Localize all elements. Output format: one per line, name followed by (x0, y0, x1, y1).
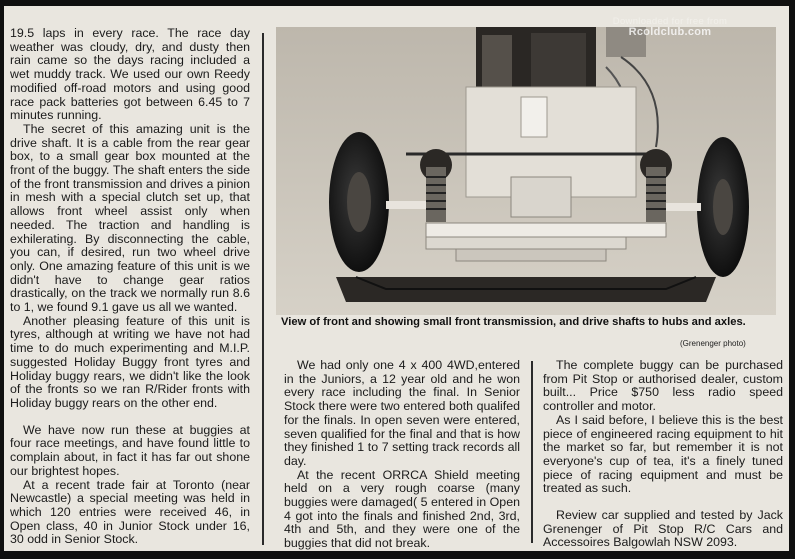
paragraph: We had only one 4 x 400 4WD,entered in the Juniors, a 12 year old and he won every race including the final. In Senior Stock there were two entered both qualifed for the finals. In open seven were entered, seven qualified for the final and that is how they finished 1 to 7 setting track records all day. (284, 358, 520, 468)
scan-border-bottom (0, 551, 795, 559)
article-column-1 (10, 27, 250, 547)
column-divider (531, 361, 533, 543)
buggy-photo (276, 27, 776, 315)
column-divider (262, 33, 264, 545)
scan-border-right (789, 0, 795, 559)
paragraph: At a recent trade fair at Toronto (near Newcastle) a special meeting was held in which 120 entries were received 46, in Open class, 40 in Junior Stock under 16, 30 odd in Senior Stock. (10, 477, 250, 547)
scan-border-top (0, 0, 795, 6)
paragraph: We have now run these at buggies at four race meetings, and have found little to complain about, in fact it has far out shone our brightest hopes. (10, 422, 250, 478)
paragraph: As I said before, I believe this is the best piece of engineered racing equipment to hit the market so far, but remember it is not everyone's cup of tea, it's a finely tuned piece of racing equipment and must be treated as such. (543, 412, 783, 496)
paragraph: 19.5 laps in every race. The race day weather was cloudy, dry, and dusty then rain came so the days racing included a wet muddy track. We used our own Reedy modified off-road motors and using good race pack batteries got between 6.45 to 7 minutes running. (10, 26, 250, 123)
article-column-2 (284, 359, 520, 551)
photo-credit: (Grenenger photo) (680, 339, 746, 348)
paragraph: The secret of this amazing unit is the drive shaft. It is a cable from the rear gear box, to a small gear box mounted at the front of the buggy. The shaft enters the side of the front transmission and drives a pinion in mesh with a special clutch set up, that allows front wheel assist only when needed. The traction and handling is exhilerating. By disconnecting the cable, you can, if desired, run two wheel drive only. One amazing feature of this unit is we didn't have to change gear ratios drastically, on the track we normally run 8.6 to 1, we found 9.1 gave us all we wanted. (10, 121, 250, 315)
paragraph: Review car supplied and tested by Jack Grenenger of Pit Stop R/C Cars and Accessoires Balgowlah NSW 2093. (543, 508, 783, 550)
paragraph: The complete buggy can be purchased from Pit Stop or authorised dealer, custom built... Price $750 less radio speed controller and motor. (543, 358, 783, 414)
paragraph: Another pleasing feature of this unit is tyres, although at writing we have not had time to do much experimenting and M.I.P. suggested Holiday Buggy front tyres and Holiday buggy rears, we didn't like the look of the fronts so we ran R/Rider fronts with Holiday buggy rears on the other end. (10, 313, 250, 410)
watermark-line: Downloaded for free from (612, 16, 728, 27)
paragraph: At the recent ORRCA Shield meeting held on a very rough coarse (many buggies were damaged( 5 entered in Open 4 got into the finals and finished 2nd, 3rd, 4th and 5th, and they were one of the buggies that did not break. (284, 467, 520, 551)
buggy-front-image (276, 27, 776, 315)
watermark-site: Rcoldclub.com (628, 26, 712, 38)
scan-border-left (0, 0, 4, 559)
photo-caption: View of front and showing small front transmission, and drive shafts to hubs and axles. (281, 316, 746, 328)
article-column-3 (543, 359, 783, 550)
watermark (570, 17, 770, 37)
